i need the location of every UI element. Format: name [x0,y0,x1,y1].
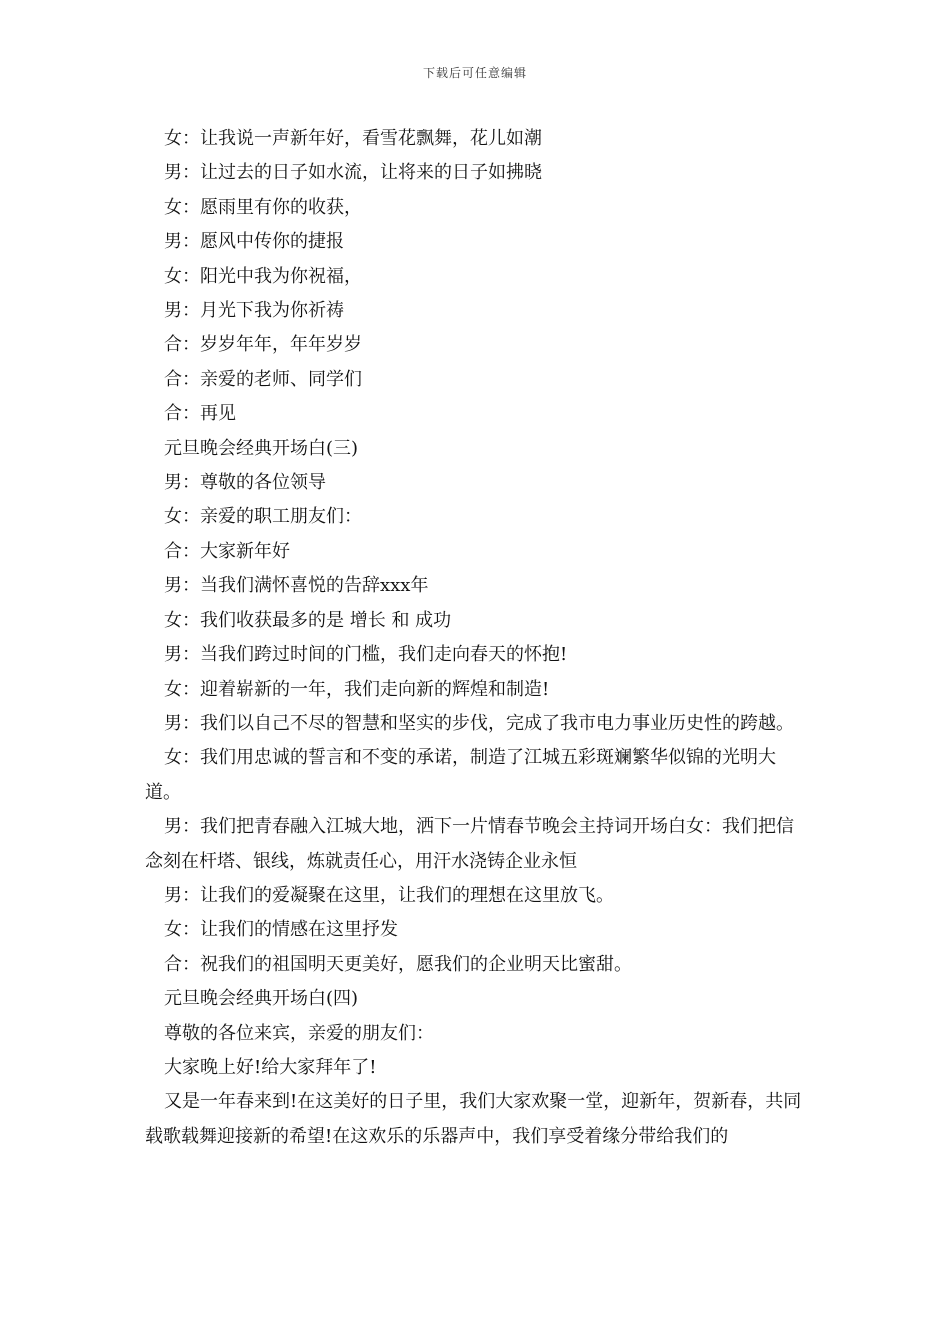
paragraph: 合：亲爱的老师、同学们 [164,368,362,390]
paragraph: 男：月光下我为你祈祷 [164,300,344,322]
page-header: 下载后可任意编辑 [422,66,527,80]
paragraph: 男：愿风中传你的捷报 [164,231,344,253]
paragraph: 合：大家新年好 [164,540,290,562]
paragraph: 女：让我说一声新年好，看雪花飘舞，花儿如潮 [164,128,542,149]
paragraph: 合：再见 [164,403,236,425]
paragraph: 女：阳光中我为你祝福， [164,265,362,287]
document-body [145,122,807,1154]
section-heading: 元旦晚会经典开场白(三) [164,437,359,459]
paragraph: 合：岁岁年年，年年岁岁 [164,334,362,356]
paragraph: 男：当我们跨过时间的门槛，我们走向春天的怀抱! [164,644,568,666]
paragraph: 男：让过去的日子如水流，让将来的日子如拂晓 [164,162,542,184]
paragraph: 男：尊敬的各位领导 [164,472,326,494]
section-heading: 元旦晚会经典开场白(四) [164,988,359,1010]
paragraph: 又是一年春来到!在这美好的日子里，我们大家欢聚一堂，迎新年，贺新春，共同载歌载舞迎接新的希望!在这欢乐的乐器声中，我们享受着缘分带给我们的 [145,1091,802,1147]
paragraph: 女：愿雨里有你的收获， [164,196,362,218]
paragraph: 合：祝我们的祖国明天更美好，愿我们的企业明天比蜜甜。 [164,953,632,975]
paragraph: 女：我们用忠诚的誓言和不变的承诺，制造了江城五彩斑斓繁华似锦的光明大道。 [145,747,776,803]
paragraph: 女：我们收获最多的是 增长 和 成功 [164,609,452,631]
paragraph: 男：当我们满怀喜悦的告辞xxx年 [164,575,429,597]
paragraph: 女：让我们的情感在这里抒发 [164,919,398,941]
paragraph: 男：我们把青春融入江城大地，洒下一片情春节晚会主持词开场白女：我们把信念刻在杆塔、银线，炼就责任心，用汗水浇铸企业永恒 [145,816,794,872]
paragraph: 女：亲爱的职工朋友们： [164,506,362,528]
paragraph: 男：让我们的爱凝聚在这里，让我们的理想在这里放飞。 [164,884,614,906]
paragraph: 尊敬的各位来宾，亲爱的朋友们： [164,1022,434,1044]
paragraph: 男：我们以自己不尽的智慧和坚实的步伐，完成了我市电力事业历史性的跨越。 [164,712,794,734]
paragraph: 女：迎着崭新的一年，我们走向新的辉煌和制造! [164,678,550,700]
paragraph: 大家晚上好!给大家拜年了! [164,1056,377,1078]
